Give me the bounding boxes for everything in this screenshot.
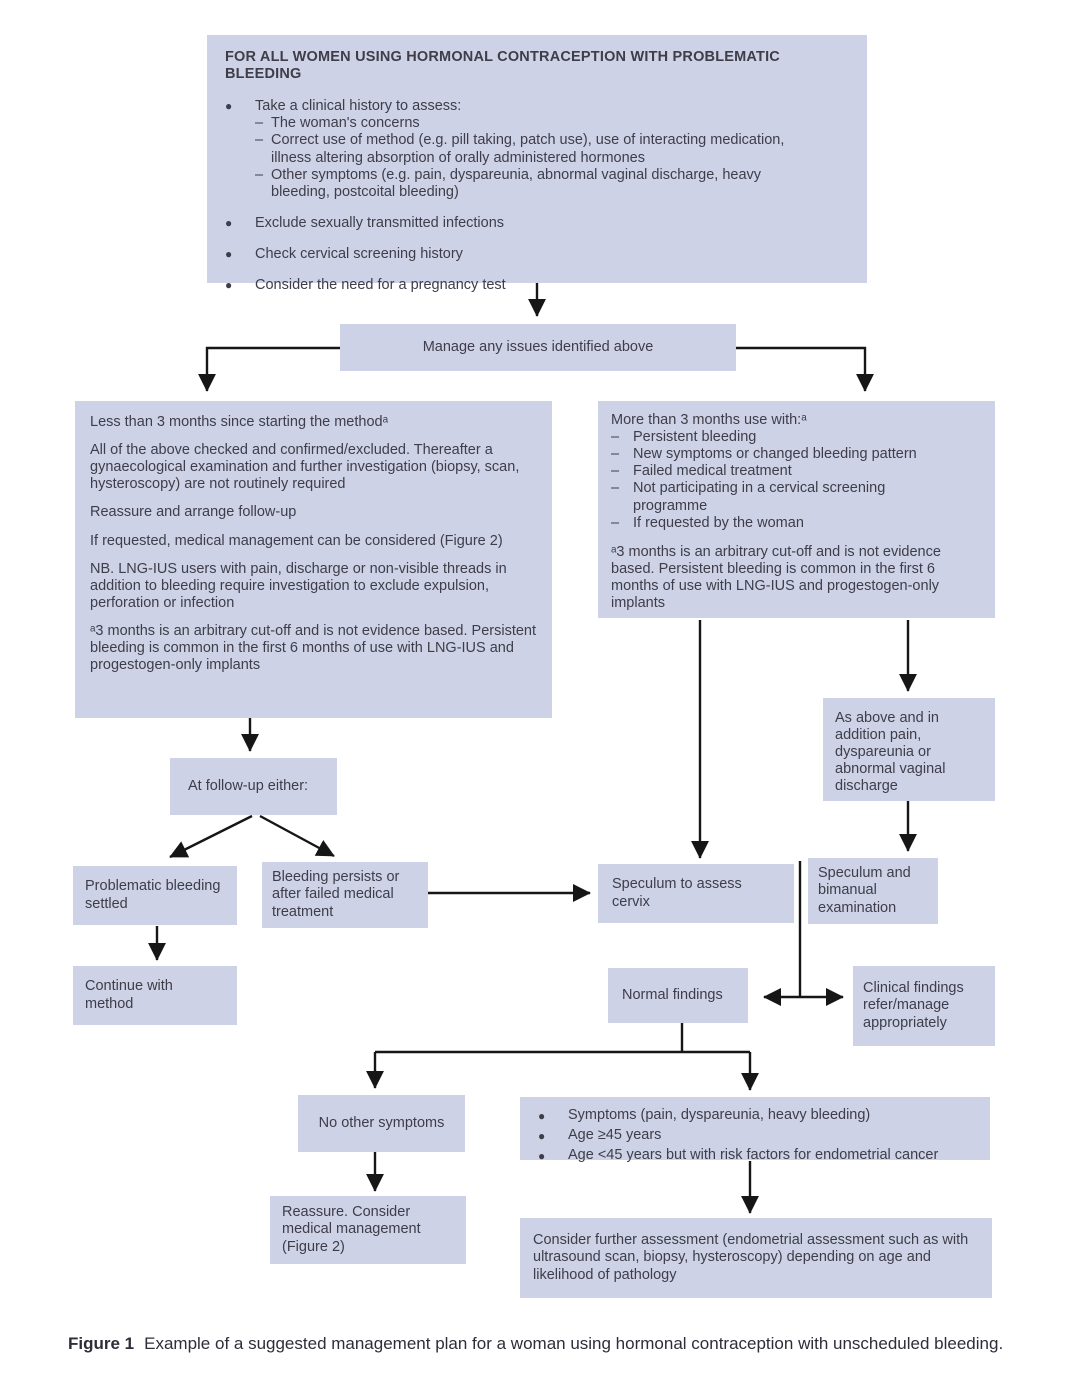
- arrow-manage-to-left: [207, 348, 340, 391]
- bullet-age-under-45: ● Age <45 years but with risk factors for endometrial cancer: [532, 1147, 978, 1165]
- arrow-manage-to-right: [736, 348, 865, 391]
- further-assessment-box: Consider further assessment (endometrial assessment such as with ultrasound scan, biopsy, hysteroscopy) depending on age and likelihood of pathology: [520, 1218, 992, 1298]
- symptoms-criteria-box: [520, 1097, 990, 1163]
- manage-issues-box: Manage any issues identified above: [340, 324, 736, 371]
- bleeding-persists-box: Bleeding persists or after failed medical treatment: [262, 862, 428, 928]
- bullet-icon: ●: [538, 1149, 546, 1163]
- bullet-icon: ●: [225, 215, 233, 230]
- dash-new-symptoms: – New symptoms or changed bleeding pattern: [611, 446, 917, 463]
- follow-up-box: At follow-up either:: [170, 758, 337, 815]
- more-than-heading: More than 3 months use with:ᵃ: [611, 412, 807, 428]
- subitem-concerns: – The woman's concerns: [255, 115, 420, 132]
- bleeding-settled-box: Problematic bleeding settled: [73, 866, 237, 925]
- less-than-p4: If requested, medical management can be considered (Figure 2): [90, 532, 503, 549]
- dash-icon: –: [255, 115, 264, 132]
- as-above-box: As above and in addition pain, dyspareunia or abnormal vaginal discharge: [823, 698, 995, 801]
- dash-icon: –: [255, 166, 264, 183]
- bullet-icon: ●: [225, 278, 233, 293]
- less-than-3-months-box: [75, 401, 552, 718]
- subitem-correct-use: – Correct use of method (e.g. pill taking, patch use), use of interacting medication, illness altering absorption of orally administered hormones: [255, 132, 785, 166]
- figure-caption: [68, 1333, 1028, 1355]
- bullet-cervical-screening: ● Check cervical screening history: [225, 245, 463, 262]
- dash-failed-treatment: – Failed medical treatment: [611, 463, 792, 480]
- more-than-footnote: ᵃ3 months is an arbitrary cut-off and is not evidence based. Persistent bleeding is common in the first 6 months of use with LNG-IUS and progestogen-only implants: [611, 543, 941, 612]
- less-than-heading: Less than 3 months since starting the methodᵃ: [90, 414, 388, 430]
- bullet-age-over-45: ● Age ≥45 years: [532, 1127, 978, 1145]
- clinical-findings-box: Clinical findings refer/manage appropriately: [853, 966, 995, 1046]
- bullet-icon: ●: [225, 99, 233, 114]
- dash-persistent-bleeding: – Persistent bleeding: [611, 429, 757, 446]
- dash-icon: –: [611, 429, 620, 446]
- bullet-clinical-history: ● Take a clinical history to assess:: [225, 98, 462, 115]
- bullet-icon: ●: [225, 246, 233, 261]
- dash-icon: –: [255, 132, 264, 149]
- less-than-footnote: ᵃ3 months is an arbitrary cut-off and is not evidence based. Persistent bleeding is common in the first 6 months of use with LNG-IUS and progestogen-only implants: [90, 622, 537, 674]
- bullet-icon: ●: [538, 1109, 546, 1123]
- bullet-symptoms: ● Symptoms (pain, dyspareunia, heavy bleeding): [532, 1107, 978, 1125]
- arrow-followup-to-settled: [170, 816, 252, 857]
- speculum-bimanual-box: Speculum and bimanual examination: [808, 858, 938, 924]
- figure-caption-label: Figure 1: [68, 1334, 135, 1353]
- line-normal-branch: [375, 1023, 750, 1052]
- bullet-pregnancy-test: ● Consider the need for a pregnancy test: [225, 277, 506, 294]
- subitem-other-symptoms: – Other symptoms (e.g. pain, dyspareunia, abnormal vaginal discharge, heavy bleeding, postcoital bleeding): [255, 166, 762, 200]
- assessment-title: FOR ALL WOMEN USING HORMONAL CONTRACEPTION WITH PROBLEMATIC BLEEDING: [225, 49, 780, 83]
- figure-caption-text: Example of a suggested management plan for a woman using hormonal contraception with unscheduled bleeding.: [144, 1334, 1004, 1353]
- arrow-followup-to-persists: [260, 816, 334, 856]
- dash-not-participating: – Not participating in a cervical screening programme: [611, 480, 886, 514]
- less-than-p2: All of the above checked and confirmed/excluded. Thereafter a gynaecological examination and further investigation (biopsy, scan, hysteroscopy) are not routinely required: [90, 442, 520, 493]
- dash-if-requested: – If requested by the woman: [611, 514, 804, 531]
- dash-icon: –: [611, 480, 620, 497]
- dash-icon: –: [611, 463, 620, 480]
- dash-icon: –: [611, 446, 620, 463]
- less-than-p5: NB. LNG-IUS users with pain, discharge or non-visible threads in addition to bleeding require investigation to exclude expulsion, perforation or infection: [90, 560, 507, 611]
- assessment-box: [207, 35, 867, 294]
- no-other-symptoms-box: No other symptoms: [298, 1095, 465, 1152]
- bullet-icon: ●: [538, 1129, 546, 1143]
- continue-method-box: Continue with method: [73, 966, 237, 1025]
- more-than-3-months-box: [598, 401, 995, 618]
- speculum-cervix-box: Speculum to assess cervix: [598, 864, 794, 923]
- reassure-box: Reassure. Consider medical management (Figure 2): [270, 1196, 466, 1264]
- normal-findings-box: Normal findings: [608, 968, 748, 1023]
- dash-icon: –: [611, 514, 620, 531]
- bullet-exclude-sti: ● Exclude sexually transmitted infections: [225, 214, 505, 231]
- less-than-p3: Reassure and arrange follow-up: [90, 504, 297, 521]
